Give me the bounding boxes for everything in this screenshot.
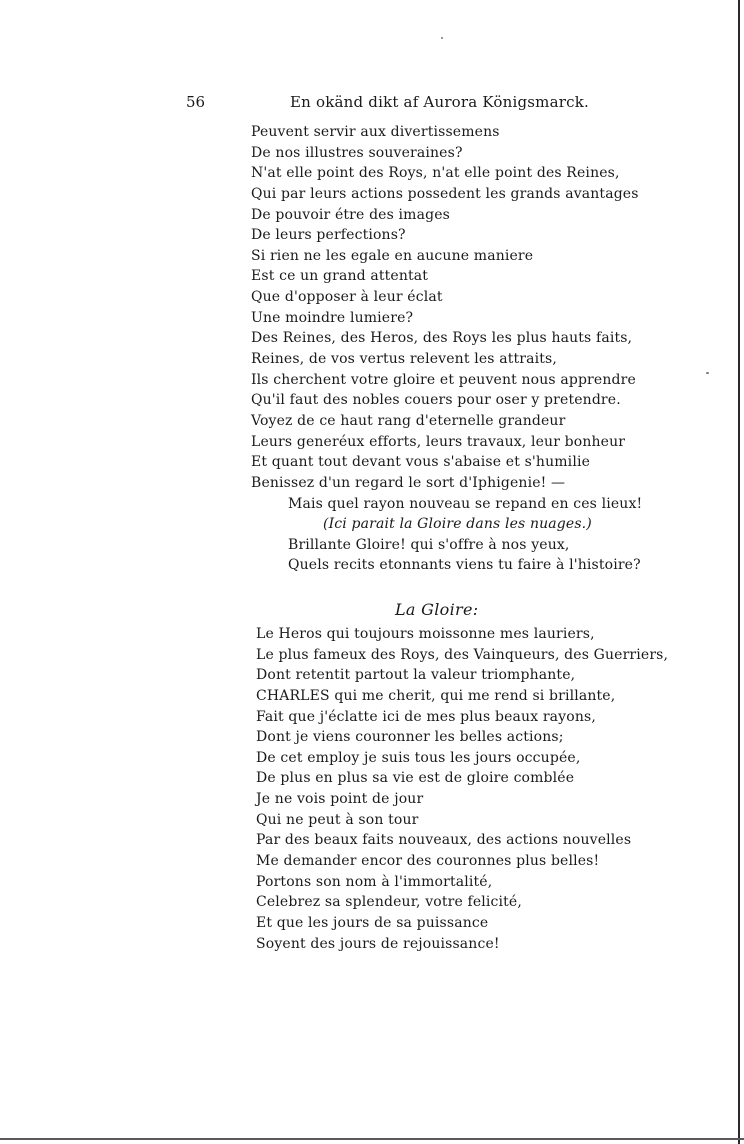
- page-number: 56: [186, 93, 206, 111]
- verse-line: Fait que j'éclatte ici de mes plus beaux rayons,: [256, 708, 596, 725]
- verse-line: Qu'il faut des nobles couers pour oser y pretendre.: [251, 392, 621, 409]
- verse-line: Des Reines, des Heros, des Roys les plus hauts faits,: [251, 330, 633, 347]
- verse-line: De pouvoir étre des images: [251, 206, 450, 223]
- scan-edge-bottom: [0, 1138, 744, 1140]
- scan-speck: [441, 37, 443, 39]
- verse-line: De cet employ je suis tous les jours occupée,: [256, 749, 581, 766]
- running-title: En okänd dikt af Aurora Königsmarck.: [290, 93, 589, 111]
- scan-edge-right: [738, 0, 740, 1144]
- verse-line: Le plus fameux des Roys, des Vainqueurs, des Guerriers,: [256, 646, 669, 663]
- verse-line: Voyez de ce haut rang d'eternelle grandeur: [251, 412, 566, 429]
- verse-line: Peuvent servir aux divertissemens: [251, 124, 500, 140]
- verse-line: Et quant tout devant vous s'abaise et s'humilie: [251, 454, 591, 471]
- verse-line: Reines, de vos vertus relevent les attraits,: [251, 351, 557, 368]
- verse-line: Quels recits etonnants viens tu faire à l'histoire?: [288, 557, 641, 574]
- verse-line: CHARLES qui me cherit, qui me rend si brillante,: [256, 687, 616, 704]
- speaker-heading: La Gloire:: [395, 600, 479, 619]
- verse-line: Par des beaux faits nouveaux, des actions nouvelles: [256, 832, 632, 849]
- verse-line: De nos illustres souveraines?: [251, 144, 463, 161]
- verse-line: Est ce un grand attentat: [251, 268, 429, 285]
- verse-line: Mais quel rayon nouveau se repand en ces lieux!: [288, 495, 643, 512]
- verse-line: Ils cherchent votre gloire et peuvent nous apprendre: [251, 371, 636, 388]
- verse-line: Je ne vois point de jour: [256, 791, 424, 808]
- verse-line: Dont je viens couronner les belles actions;: [256, 729, 564, 746]
- stage-direction: (Ici parait la Gloire dans les nuages.): [323, 516, 592, 533]
- verse-line: Celebrez sa splendeur, votre felicité,: [256, 894, 522, 911]
- verse-line: Brillante Gloire! qui s'offre à nos yeux,: [288, 536, 570, 553]
- verse-line: N'at elle point des Roys, n'at elle point des Reines,: [251, 165, 620, 182]
- verse-line: Que d'opposer à leur éclat: [251, 289, 443, 306]
- verse-line: Leurs generéux efforts, leurs travaux, leur bonheur: [251, 433, 626, 450]
- verse-block-2: [256, 624, 668, 954]
- verse-line: Qui ne peut à son tour: [256, 811, 419, 828]
- verse-line: Portons son nom à l'immortalité,: [256, 873, 493, 890]
- verse-line: Et que les jours de sa puissance: [256, 914, 489, 931]
- page-header: [0, 90, 744, 114]
- verse-line: Le Heros qui toujours moissonne mes lauriers,: [256, 626, 595, 642]
- verse-line: Si rien ne les egale en aucune maniere: [251, 247, 534, 264]
- verse-line: De leurs perfections?: [251, 227, 406, 244]
- verse-line: Me demander encor des couronnes plus belles!: [256, 853, 600, 870]
- verse-line: Qui par leurs actions possedent les grands avantages: [251, 185, 639, 202]
- verse-line: De plus en plus sa vie est de gloire comblée: [256, 770, 575, 787]
- verse-line: Soyent des jours de rejouissance!: [256, 935, 500, 952]
- verse-line: Dont retentit partout la valeur triomphante,: [256, 667, 576, 684]
- scan-speck: [706, 372, 709, 374]
- verse-block-1: [251, 122, 642, 576]
- verse-line: Benissez d'un regard le sort d'Iphigenie! —: [251, 474, 566, 491]
- verse-line: Une moindre lumiere?: [251, 309, 414, 326]
